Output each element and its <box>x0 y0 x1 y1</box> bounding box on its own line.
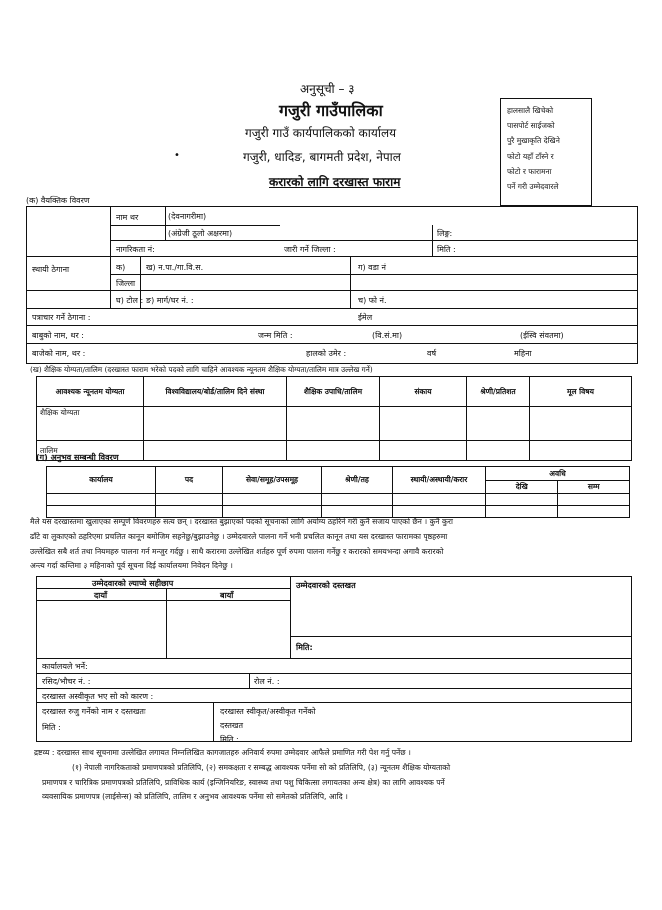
month-label: महिना <box>514 349 532 358</box>
section-personal-title: (क) वैयक्तिक विवरण <box>26 196 90 205</box>
ka-label: क) <box>116 263 126 272</box>
section-education-title: (ख) शैक्षिक योग्यता/तालिम (दरखास्त फाराम भरेको पदको लागि चाहिने आवश्यक न्यूनतम शैक्षिक योग्यता/तालिम मात्र उल्लेख गर्ने) <box>30 365 373 374</box>
bs-label: (वि.सं.मा) <box>372 331 403 340</box>
office-address: गजुरी, धादिङ, बागमती प्रदेश, नेपाल <box>243 150 401 164</box>
approver-date-label: मिति : <box>220 735 239 744</box>
checker-date-label: मिति : <box>42 723 61 732</box>
father-label: बाबुको नाम, थर : <box>32 331 84 340</box>
tole-label: घ) टोल : <box>116 296 144 305</box>
photo-line: फोटो र फारामना <box>507 166 552 176</box>
exp-subheader: देखि <box>486 481 558 494</box>
section-experience-title: (ग) अनुभव सम्बन्धी विवरण <box>36 453 119 462</box>
exp-header: श्रेणी/तह <box>322 467 393 494</box>
note-line: व्यवसायिक प्रमाणपत्र (लाईसेन्स) को प्रतिलिपि, तालिम र अनुभव आवश्यक पर्नेमा सो समेतको प्रतिलिपि, आदि । <box>42 792 348 802</box>
dob-label: जन्म मिति : <box>258 331 293 340</box>
english-label: (अंग्रेजी ठूलो अक्षरमा) <box>168 229 233 238</box>
edu-row-label: तालिम <box>37 441 144 461</box>
edu-header: आवश्यक न्यूनतम योग्यता <box>37 377 144 407</box>
issue-district-label: जारी गर्ने जिल्ला : <box>284 245 336 254</box>
district-label: जिल्ला <box>116 279 136 288</box>
edu-header: शैक्षिक उपाधि/तालिम <box>287 377 380 407</box>
roll-label: रोल नं. : <box>254 677 280 686</box>
year-label: वर्ष <box>427 349 437 358</box>
form-title: करारको लागि दरखास्त फाराम <box>269 175 401 189</box>
edu-header: संकाय <box>380 377 467 407</box>
municipality-label: ख) न.पा./गा.वि.स. <box>146 263 204 272</box>
ad-label: (ईस्वि संवतमा) <box>520 331 564 340</box>
date-label: मिति : <box>437 245 456 254</box>
photo-box <box>500 98 592 206</box>
declaration-line: अन्त्य गर्दा कम्तिमा ३ महिनाको पूर्व सूचना दिई कार्यालयमा निवेदन दिनेछु । <box>30 561 233 571</box>
name-label: नाम थर <box>116 213 139 222</box>
experience-table <box>46 466 630 518</box>
gender-label: लिङ्ग: <box>437 229 453 238</box>
photo-line: पर्ने गरी उम्मेदवारले <box>507 182 559 192</box>
photo-line: पुरै मुखाकृति देखिने <box>507 136 560 146</box>
declaration-line: ढाँटे वा लुकाएको ठहरिएमा प्रचलित कानून बमोजिम सहनेछु/बुझाउनेछु । उम्मेदवारले पालना गर्ने भनी प्रचलित कानून तथा यस दरखास्त फारामका पृष्ठहरुमा <box>30 531 448 541</box>
grandfather-label: बाजेको नाम, थर : <box>32 349 86 358</box>
bullet: • <box>174 150 180 161</box>
edu-row-label: शैक्षिक योग्यता <box>37 407 144 441</box>
approver-label: दरखास्त स्वीकृत/अस्वीकृत गर्नेको <box>220 707 316 716</box>
note-line: (१) नेपाली नागरिकताको प्रमाणपत्रको प्रतिलिपि, (२) समकक्षता र सम्बद्ध आवश्यक पर्नेमा सो को प्रतिलिपि, (३) न्यूनतम शैक्षिक योग्यताको <box>72 762 451 772</box>
education-table <box>36 376 632 461</box>
email-label: ईमेल <box>358 313 373 322</box>
ward-label: ग) वडा नं <box>358 263 386 272</box>
edu-header: मूल विषय <box>530 377 632 407</box>
mailing-address-label: पत्राचार गर्ने ठेगाना : <box>32 313 91 322</box>
note <box>34 746 638 805</box>
declaration-line: मैले यस दरखास्तमा खुलाएका सम्पूर्ण विवरणहरु सत्य छन् । दरखास्त बुझाएको पदको सूचनाको लागि अयोग्य ठहरिने गरी कुनै सजाय पाएको छैन । कुनै कुरा <box>30 517 453 526</box>
exp-subheader: सम्म <box>558 481 630 494</box>
exp-header: स्थायी/अस्थायी/करार <box>393 467 486 494</box>
checker-label: दरखास्त रुजु गर्नेको नाम र दस्तखतः <box>42 707 146 716</box>
exp-header: कार्यालय <box>47 467 156 494</box>
declaration <box>30 515 638 574</box>
current-age-label: हालको उमेर : <box>306 349 347 358</box>
office-name: गजुरी गाउँ कार्यपालिकको कार्यालय <box>245 126 397 140</box>
right-thumb-label: दायाँ <box>94 591 108 600</box>
signature-date-label: मिति: <box>296 643 313 652</box>
street-label: ङ) मार्ग/घर नं. : <box>146 296 194 305</box>
edu-header: श्रेणी/प्रतिशत <box>467 377 530 407</box>
exp-header: सेवा/समूह/उपसमूह <box>223 467 322 494</box>
photo-line: फोटो यहाँ टाँस्ने र <box>507 151 554 161</box>
note-line: प्रमाणपत्र र चारित्रिक प्रमाणपत्रको प्रतिलिपि, प्राविधिक कार्य (इन्जिनियरिङ, स्वास्थ्य तथा पशु चिकित्सा लगायतका अन्य क्षेत्र) का लागि आवश्यक पर्ने <box>42 777 445 787</box>
thumbprint-title: उम्मेदवारको ल्याप्चे सहीछाप <box>92 579 174 588</box>
approver-signature-label: दस्तखत <box>220 721 244 730</box>
declaration-line: उल्लेखित सबै शर्त तथा नियमहरु पालना गर्न मन्जुर गर्दछु । साथै करारमा उल्लेखित शर्तहरु पूर्ण रुपमा पालना गर्नेछु र करारको समयभन्दा अगावै करारको <box>30 546 444 556</box>
municipality-name: गजुरी गाउँपालिका <box>279 101 383 120</box>
receipt-label: रसिद/भौचर नं. : <box>42 677 91 686</box>
permanent-address-label: स्थायी ठेगाना <box>32 265 70 274</box>
annex-label: अनुसूची – ३ <box>300 82 355 96</box>
rejection-reason-label: दरखास्त अस्वीकृत भए सो को कारण : <box>42 692 154 701</box>
photo-line: पासपोर्ट साईजको <box>507 121 555 131</box>
office-use-title: कार्यालयले भर्ने: <box>42 662 88 671</box>
exp-header: पद <box>156 467 223 494</box>
citizenship-label: नागरिकता नं: <box>116 245 155 254</box>
exp-header: अवधि <box>486 467 630 481</box>
edu-header: विश्वविद्यालय/बोर्ड/तालिम दिने संस्था <box>144 377 287 407</box>
left-thumb-label: बायाँ <box>220 591 234 600</box>
note-line: द्रष्टव्य : दरखास्त साथ सूचनामा उल्लेखित लगायत निम्नलिखित कागजातहरु अनिवार्य रुपमा उम्मेदवार आफैले प्रमाणित गरी पेश गर्नु पर्नेछ । <box>34 748 411 757</box>
phone-label: च) फो नं. <box>358 296 387 305</box>
candidate-signature-label: उम्मेदवारको दस्तखत <box>296 581 356 590</box>
photo-line: हालसालै खिचेको <box>507 106 554 115</box>
devanagari-label: (देवनागरीमा) <box>168 212 207 221</box>
